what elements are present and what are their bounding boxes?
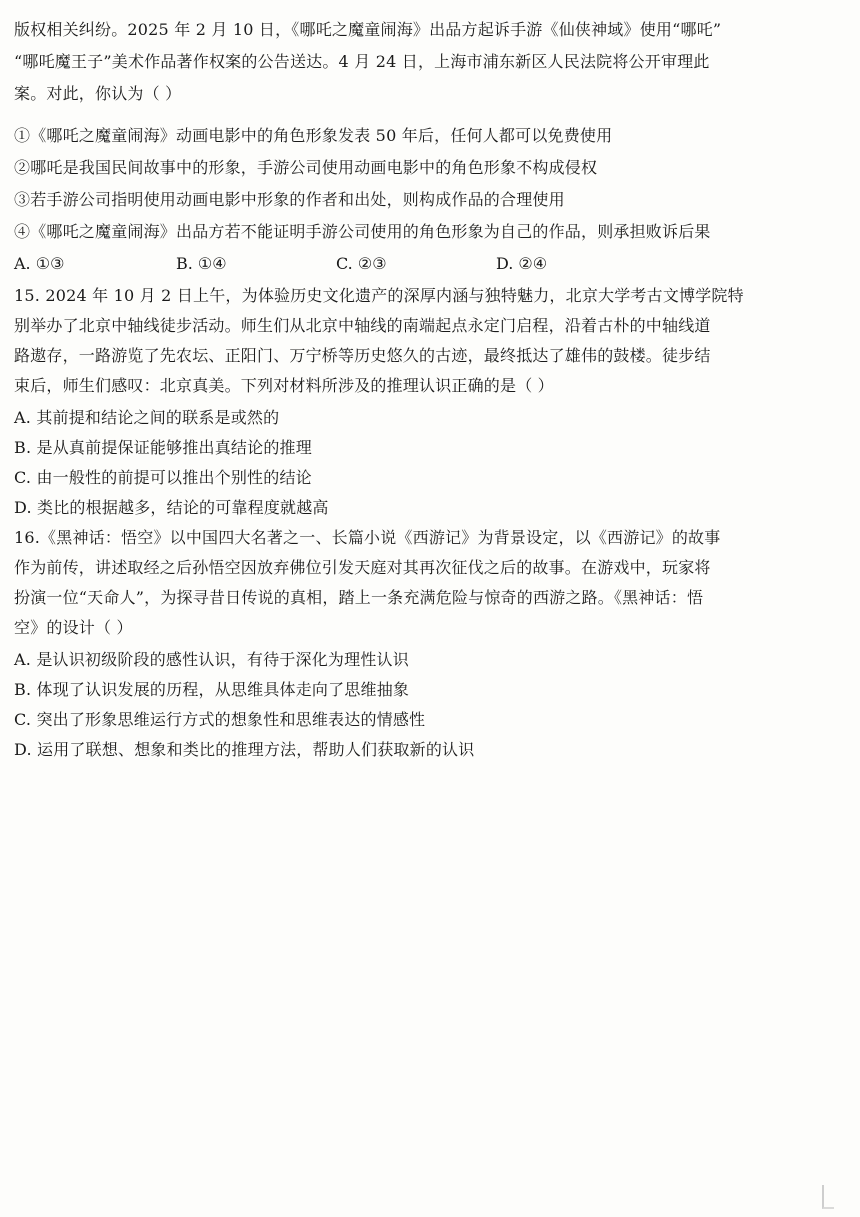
q14-stem-line-3: 案。对此，你认为（ ） bbox=[14, 84, 182, 103]
q16-stem-line-2: 作为前传，讲述取经之后孙悟空因放弃佛位引发天庭对其再次征伐之后的故事。在游戏中，玩家将 bbox=[14, 558, 711, 577]
q14-option-a: A. ①③ bbox=[14, 254, 65, 273]
q14-options bbox=[14, 254, 734, 274]
q14-statement-3: ③若手游公司指明使用动画电影中形象的作者和出处，则构成作品的合理使用 bbox=[14, 190, 565, 209]
q14-statement-2: ②哪吒是我国民间故事中的形象，手游公司使用动画电影中的角色形象不构成侵权 bbox=[14, 158, 598, 177]
q14-stem-line-2: “哪吒魔王子”美术作品著作权案的公告送达。4 月 24 日，上海市浦东新区人民法院将公开审理此 bbox=[14, 52, 710, 71]
q14-statement-1: ①《哪吒之魔童闹海》动画电影中的角色形象发表 50 年后，任何人都可以免费使用 bbox=[14, 126, 613, 145]
q15-option-c: C. 由一般性的前提可以推出个别性的结论 bbox=[14, 468, 312, 487]
q16-option-c: C. 突出了形象思维运行方式的想象性和思维表达的情感性 bbox=[14, 710, 426, 729]
q14-option-c: C. ②③ bbox=[336, 254, 387, 273]
scan-corner-mark bbox=[822, 1185, 834, 1209]
q15-stem-line-1: 15. 2024 年 10 月 2 日上午，为体验历史文化遗产的深厚内涵与独特魅力，北京大学考古文博学院特 bbox=[14, 286, 744, 305]
q15-option-a: A. 其前提和结论之间的联系是或然的 bbox=[14, 408, 280, 427]
q16-option-d: D. 运用了联想、想象和类比的推理方法，帮助人们获取新的认识 bbox=[14, 740, 475, 759]
q15-option-d: D. 类比的根据越多，结论的可靠程度就越高 bbox=[14, 498, 329, 517]
q14-option-d: D. ②④ bbox=[496, 254, 548, 273]
q16-stem-line-4: 空》的设计（ ） bbox=[14, 618, 133, 637]
q14-stem-line-1: 版权相关纠纷。2025 年 2 月 10 日，《哪吒之魔童闹海》出品方起诉手游《仙侠神域》使用“哪吒” bbox=[14, 20, 722, 39]
q15-option-b: B. 是从真前提保证能够推出真结论的推理 bbox=[14, 438, 312, 457]
q15-stem-line-2: 别举办了北京中轴线徒步活动。师生们从北京中轴线的南端起点永定门启程，沿着古朴的中轴线道 bbox=[14, 316, 711, 335]
q14-option-b: B. ①④ bbox=[176, 254, 227, 273]
q15-stem-line-4: 束后，师生们感叹：北京真美。下列对材料所涉及的推理认识正确的是（ ） bbox=[14, 376, 554, 395]
q16-option-a: A. 是认识初级阶段的感性认识，有待于深化为理性认识 bbox=[14, 650, 409, 669]
q16-option-b: B. 体现了认识发展的历程，从思维具体走向了思维抽象 bbox=[14, 680, 410, 699]
q15-stem-line-3: 路遨存，一路游览了先农坛、正阳门、万宁桥等历史悠久的古迹，最终抵达了雄伟的鼓楼。徒步结 bbox=[14, 346, 711, 365]
q16-stem-line-1: 16.《黑神话：悟空》以中国四大名著之一、长篇小说《西游记》为背景设定，以《西游记》的故事 bbox=[14, 528, 721, 547]
q16-stem-line-3: 扮演一位“天命人”，为探寻昔日传说的真相，踏上一条充满危险与惊奇的西游之路。《黑神话：悟 bbox=[14, 588, 704, 607]
q14-statement-4: ④《哪吒之魔童闹海》出品方若不能证明手游公司使用的角色形象为自己的作品，则承担败诉后果 bbox=[14, 222, 711, 241]
